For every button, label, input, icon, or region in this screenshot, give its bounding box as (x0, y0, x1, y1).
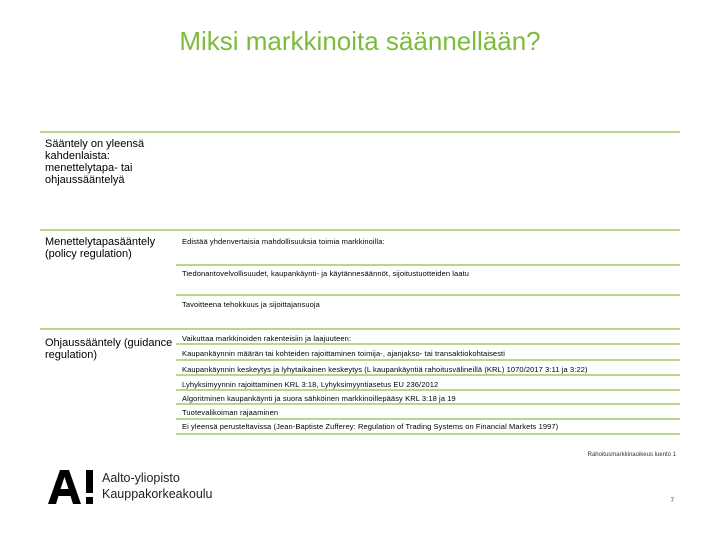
table-rule (176, 343, 680, 345)
table-rule (176, 359, 680, 361)
policy-regulation-label: Menettelytapasääntely (policy regulation) (45, 236, 156, 260)
guidance-item: Algoritminen kaupankäynti ja suora sähköinen markkinoillepääsy KRL 3:18 ja 19 (182, 394, 456, 403)
guidance-item: Ei yleensä perusteltavissa (Jean-Baptiste Zufferey: Regulation of Trading Systems on Financial Markets 1997) (182, 422, 559, 431)
table-rule (176, 374, 680, 376)
guidance-item: Vaikuttaa markkinoiden rakenteisiin ja laajuuteen: (182, 334, 352, 343)
table-rule (176, 403, 680, 405)
guidance-item: Tuotevalikoiman rajaaminen (182, 408, 279, 417)
guidance-item: Lyhyksimyynnin rajoittaminen KRL 3:18, Lyhyksimyyntiasetus EU 236/2012 (182, 380, 439, 389)
table-rule (40, 328, 680, 330)
guidance-item: Kaupankäynnin keskeytys ja lyhytaikainen keskeytys (L kaupankäyntiä rahoitusvälineillä (KRL) 1070/2017 3:11 ja 3:22) (182, 365, 588, 374)
guidance-regulation-label: Ohjaussääntely (guidance regulation) (45, 337, 173, 361)
policy-item: Tiedonantovelvollisuudet, kaupankäynti- ja käytännesäännöt, sijoitustuotteiden laatu (182, 269, 470, 278)
page-title: Miksi markkinoita säännellään? (179, 26, 541, 56)
table-rule (176, 389, 680, 391)
aalto-logo (48, 468, 238, 508)
aalto-logo-mark-icon (48, 468, 98, 508)
page-number: 7 (670, 498, 674, 504)
table-rule (40, 131, 680, 133)
table-rule (176, 418, 680, 420)
table-rule (176, 264, 680, 266)
table-rule (176, 294, 680, 296)
logo-line-2: Kauppakorkeakoulu (102, 487, 213, 501)
footer-label: Rahoitusmarkkinaoikeus luento 1 (587, 452, 676, 458)
policy-item: Edistää yhdenvertaisia mahdollisuuksia toimia markkinoilla: (182, 237, 385, 246)
policy-item: Tavoitteena tehokkuus ja sijoittajansuoja (182, 300, 320, 309)
table-rule (40, 229, 680, 231)
intro-label: Sääntely on yleensä kahdenlaista: menettelytapa- tai ohjaussääntelyä (45, 138, 145, 186)
guidance-item: Kaupankäynnin määrän tai kohteiden rajoittaminen toimija-, ajanjakso- tai transaktiokohtaisesti (182, 349, 506, 358)
logo-line-1: Aalto-yliopisto (102, 471, 180, 485)
table-rule (176, 433, 680, 435)
